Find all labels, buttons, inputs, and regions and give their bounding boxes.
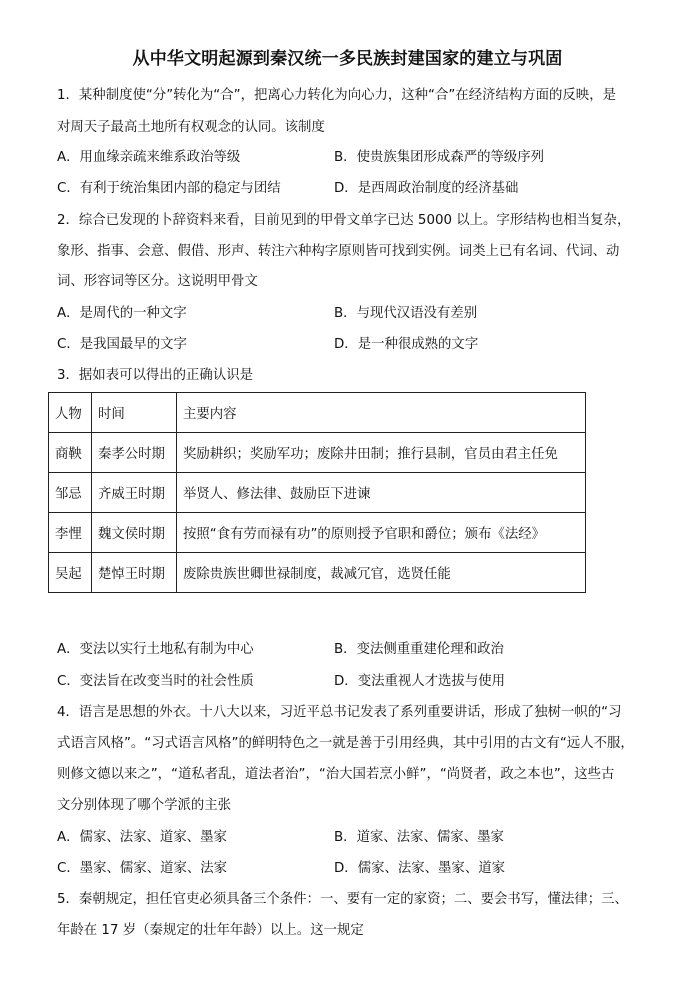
q2-option-c: C．是我国最早的文字 — [57, 337, 187, 352]
table-cell: 举贤人、修法律、鼓励臣下进谏 — [177, 473, 586, 513]
q1-stem-line-2: 对周天子最高土地所有权观念的认同。该制度 — [57, 120, 325, 135]
table-cell: 齐威王时期 — [92, 473, 177, 513]
page-title: 从中华文明起源到秦汉统一多民族封建国家的建立与巩固 — [132, 49, 563, 69]
q4-option-d: D．儒家、法家、墨家、道家 — [334, 861, 505, 876]
table-cell: 废除贵族世卿世禄制度，裁减冗官，选贤任能 — [177, 553, 586, 593]
table-cell: 吴起 — [49, 553, 92, 593]
q3-stem: 3．据如表可以得出的正确认识是 — [57, 368, 253, 383]
q2-stem-line-3: 词、形容词等区分。这说明甲骨文 — [57, 274, 258, 289]
table-cell: 李悝 — [49, 513, 92, 553]
table-row — [49, 473, 586, 513]
table-row — [49, 553, 586, 593]
q3-option-b: B．变法侧重重建伦理和政治 — [334, 642, 504, 657]
table-cell: 商鞅 — [49, 433, 92, 473]
q2-option-b: B．与现代汉语没有差别 — [334, 306, 478, 321]
table-cell: 奖励耕织；奖励军功；废除井田制；推行县制，官员由君主任免 — [177, 433, 586, 473]
q3-option-a: A．变法以实行土地私有制为中心 — [57, 642, 254, 657]
table-cell: 魏文侯时期 — [92, 513, 177, 553]
q2-stem-line-2: 象形、指事、会意、假借、形声、转注六种构字原则皆可找到实例。词类上已有名词、代词、动 — [57, 244, 620, 259]
q4-stem-line-2: 式语言风格”。“习式语言风格”的鲜明特色之一就是善于引用经典，其中引用的古文有“远人不服， — [57, 736, 634, 751]
q4-stem-line-3: 则修文德以来之”，“道私者乱，道法者治”，“治大国若烹小鲜”，“尚贤者，政之本也”，这些古 — [57, 767, 615, 782]
q3-option-d: D．变法重视人才选拔与使用 — [334, 674, 505, 689]
table-row — [49, 513, 586, 553]
q4-option-a: A．儒家、法家、道家、墨家 — [57, 830, 227, 845]
table-header-cell: 时间 — [92, 393, 177, 433]
q2-option-a: A．是周代的一种文字 — [57, 306, 187, 321]
q2-stem-line-1: 2．综合已发现的卜辞资料来看，目前见到的甲骨文单字已达 5000 以上。字形结构也相当复杂， — [57, 213, 631, 228]
q4-stem-line-1: 4．语言是思想的外衣。十八大以来，习近平总书记发表了系列重要讲话，形成了独树一帜的“习 — [57, 705, 622, 720]
q4-stem-line-4: 文分别体现了哪个学派的主张 — [57, 798, 232, 813]
table-header-row — [49, 393, 586, 433]
q5-stem-line-2: 年龄在 17 岁（秦规定的壮年年龄）以上。这一规定 — [57, 923, 364, 938]
table-header-cell: 人物 — [49, 393, 92, 433]
q1-stem-line-1: 1．某种制度使“分”转化为“合”，把离心力转化为向心力，这种“合”在经济结构方面的反映，是 — [57, 88, 616, 103]
table-cell: 邹忌 — [49, 473, 92, 513]
q1-option-d: D．是西周政治制度的经济基础 — [334, 181, 519, 196]
q2-option-d: D．是一种很成熟的文字 — [334, 337, 479, 352]
table-cell: 楚悼王时期 — [92, 553, 177, 593]
q1-option-c: C．有利于统治集团内部的稳定与团结 — [57, 181, 281, 196]
q4-option-c: C．墨家、儒家、道家、法家 — [57, 861, 228, 876]
table-header-cell: 主要内容 — [177, 393, 586, 433]
table-cell: 按照“食有劳而禄有功”的原则授予官职和爵位；颁布《法经》 — [177, 513, 586, 553]
table-cell: 秦孝公时期 — [92, 433, 177, 473]
table-row — [49, 433, 586, 473]
q1-option-b: B．使贵族集团形成森严的等级序列 — [334, 150, 545, 165]
q3-option-c: C．变法旨在改变当时的社会性质 — [57, 674, 254, 689]
reform-table — [48, 392, 586, 593]
q5-stem-line-1: 5．秦朝规定，担任官吏必须具备三个条件：一、要有一定的家资；二、要会书写，懂法律；三、 — [57, 892, 628, 907]
q1-option-a: A．用血缘亲疏来维系政治等级 — [57, 150, 241, 165]
q4-option-b: B．道家、法家、儒家、墨家 — [334, 830, 504, 845]
